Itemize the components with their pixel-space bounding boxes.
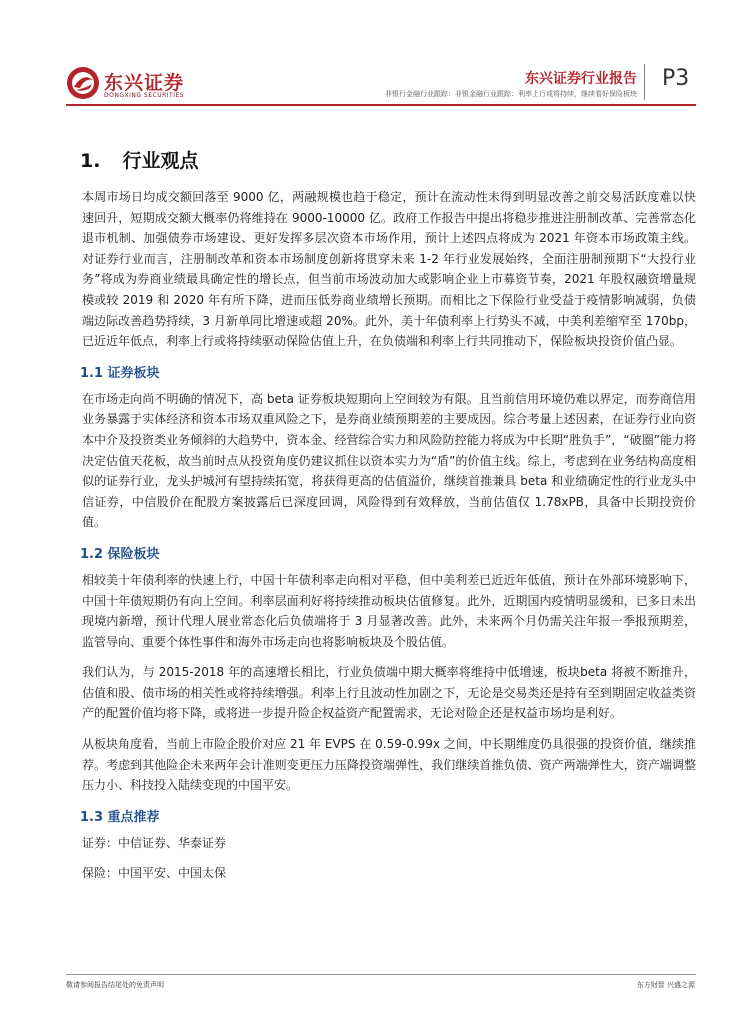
section-number: 1. [80,150,101,172]
brand-name-en: DONGXING SECURITIES [104,92,185,99]
section-title: 行业观点 [122,150,199,172]
page-number: P3 [662,66,690,91]
report-subtitle: 非银行金融行业跟踪：非银金融行业跟踪：利率上行或将持续，继续看好保险板块 [385,90,637,98]
securities-paragraph: 在市场走向尚不明确的情况下，高 beta 证券板块短期向上空间较为有限。且当前信用环境仍难以界定，而券商信用业务暴露于实体经济和资本市场双重风险之下，是券商业绩预期差的主要成因。综合考量上述因素，在证券行业向资本中介及投资类业务倾斜的大趋势中，资本金、经营综合实力和风险防控能力将成为中长期“胜负手”，“破圈”能力将决定估值天花板，故当前时点从投资角度仍建议抓住以资本实力为“盾”的价值主线。综上，考虑到在业务结构高度相似的证券行业，龙头护城河有望持续拓宽，将获得更高的估值溢价，继续首推兼具 beta 和业绩确定性的行业龙头中信证券，中信股价在配股方案披露后已深度回调，风险得到有效释放，当前估值仅 1.78xPB，具备中长期投资价值。 [82,391,696,530]
intro-paragraph: 本周市场日均成交额回落至 9000 亿，两融规模也趋于稳定，预计在流动性未得到明显改善之前交易活跃度难以快速回升，短期成交额大概率仍将维持在 9000-10000 亿。政府工作报告中提出将稳步推进注册制改革、完善常态化退市机制、加强债券市场建设、更好发挥多层次资本市场作用，预计上述四点将成为 2021 年资本市场政策主线。对证券行业而言，注册制改革和资本市场制度创新将贯穿未来 1-2 年行业发展始终，全面注册制预期下“大投行业务”将成为券商业绩最具确定性的增长点，但当前市场波动加大或影响企业上市募资节奏，2021 年股权融资增量规模或较 2019 和 2020 年有所下降，进而压低券商业绩增长预期。而相比之下保险行业受益于疫情影响减弱，负债端边际改善趋势持续，3 月新单同比增速或超 20%。此外，美十年债利率上行势头不减，中美利差缩窄至 170bp，已近近年低点，利率上行或将持续驱动保险估值上升，在负债端和利率上行共同推动下，保险板块投资价值凸显。 [82,190,696,349]
footer-rule [66,974,696,975]
footer-disclaimer: 敬请参阅报告结尾处的免责声明 [66,981,164,989]
brand-name-cn: 东兴证券 [104,72,185,94]
report-title: 东兴证券行业报告 [525,71,637,87]
page-header [0,0,755,110]
subsection-insurance-title: 1.2 保险板块 [80,546,160,562]
footer-slogan: 东方财智 兴盛之源 [636,981,695,989]
picks-securities: 证券：中信证券、华泰证券 [82,835,227,850]
section-heading [80,146,696,173]
header-rule [66,104,696,106]
report-body [82,146,696,894]
dongxing-logo-icon [66,66,100,100]
picks-insurance: 保险：中国平安、中国太保 [82,866,227,881]
insurance-paragraph-2: 我们认为，与 2015-2018 年的高速增长相比，行业负债端中期大概率将维持中低增速，板块beta 将被不断推升，估值和股、债市场的相关性或将持续增强。利率上行且波动性加剧之下，无论是交易类还是持有至到期固定收益类资产的配置价值均将下降，或将进一步提升险企权益资产配置需求，无论对险企还是权益市场均是利好。 [82,665,696,721]
header-divider [644,64,645,100]
insurance-paragraph-1: 相较美十年债利率的快速上行，中国十年债利率走向相对平稳，但中美利差已近近年低值，预计在外部环境影响下，中国十年债短期仍有向上空间。利率层面利好将持续推动板块估值修复。此外，近期国内疫情明显缓和，已多日未出现境内新增，预计代理人展业常态化后负债端将于 3 月显著改善。此外，未来两个月仍需关注年报一季报预期差，监管导向、重要个体性事件和海外市场走向也将影响板块及个股估值。 [82,572,696,649]
subsection-securities-title: 1.1 证券板块 [80,365,160,381]
insurance-paragraph-3: 从板块角度看，当前上市险企股价对应 21 年 EVPS 在 0.59-0.99x 之间，中长期维度仍具很强的投资价值，继续推荐。考虑到其他险企未来两年会计准则变更压力压降投资端弹性，我们继续首推负债、资产两端弹性大，资产端调整压力小、科技投入陆续变现的中国平安。 [82,737,696,793]
subsection-picks-title: 1.3 重点推荐 [80,809,160,825]
